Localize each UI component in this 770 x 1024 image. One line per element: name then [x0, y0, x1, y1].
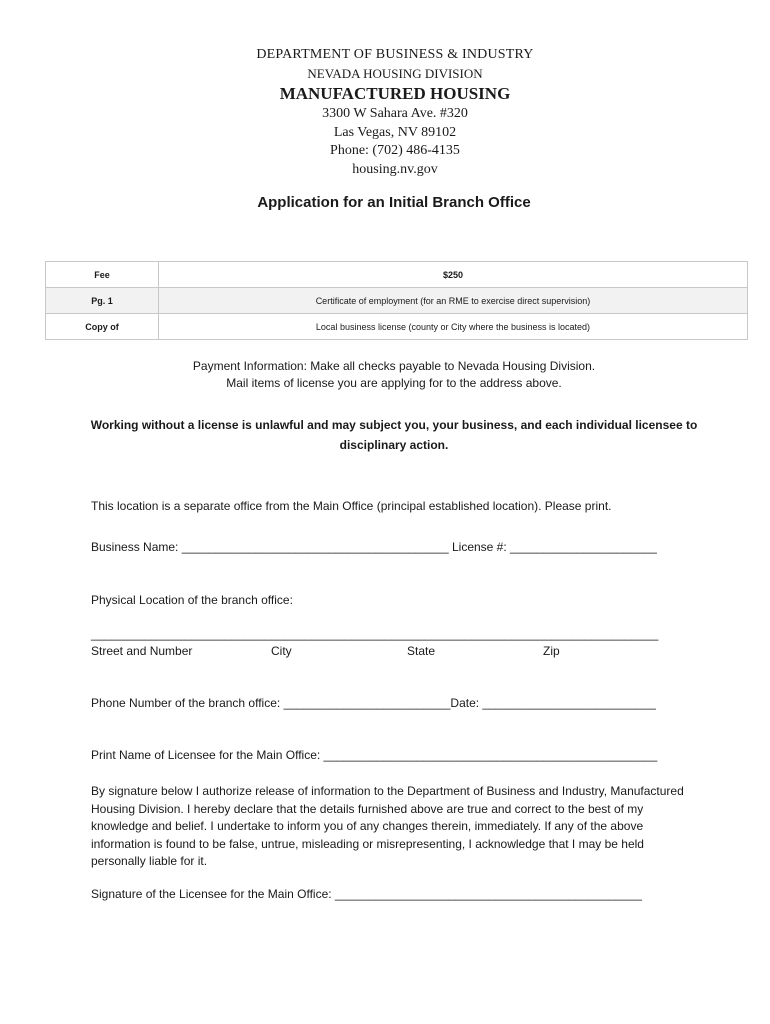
address-line-1: 3300 W Sahara Ave. #320: [322, 106, 468, 121]
division-name: NEVADA HOUSING DIVISION: [307, 66, 483, 81]
street-label: Street and Number: [91, 644, 193, 658]
fee-amount: $250: [159, 262, 748, 288]
department-name: DEPARTMENT OF BUSINESS & INDUSTRY: [256, 47, 534, 62]
physical-location-label: Physical Location of the branch office:: [91, 593, 293, 607]
fee-table: [45, 261, 748, 340]
letterhead: [0, 45, 770, 179]
city-label: City: [271, 644, 292, 658]
license-warning: [0, 415, 770, 455]
business-license-requirement: Local business license (county or City where the business is located): [159, 314, 748, 340]
warning-line-1: Working without a license is unlawful and may subject you, your business, and each individual licensee to: [90, 418, 698, 432]
payment-info-line-1: Payment Information: Make all checks payable to Nevada Housing Division.: [192, 359, 596, 373]
form-title: Application for an Initial Branch Office: [257, 194, 531, 211]
payment-info-line-2: Mail items of license you are applying for to the address above.: [226, 376, 562, 390]
fee-label: Fee: [46, 262, 159, 288]
table-row: [46, 314, 748, 340]
physical-location-field[interactable]: _____________________________________________________________________________________: [91, 627, 659, 641]
zip-label: Zip: [543, 644, 560, 658]
address-line-2: Las Vegas, NV 89102: [333, 124, 457, 140]
authorization-statement: By signature below I authorize release of information to the Department of Business and Industry, Manufactured Housing Division. I hereby declare that the details furnished above are true and correct to the best of my knowledge and belief. I undertake to inform you of any changes therein, immediately. If any of the above information is found to be false, untrue, misleading or misrepresenting, I acknowledge that I may be held personally liable for it.: [91, 784, 684, 868]
print-name-field[interactable]: Print Name of Licensee for the Main Office: __________________________________________________: [91, 748, 658, 762]
business-name-license-field[interactable]: Business Name: ________________________________________ License #: ______________________: [91, 540, 657, 554]
website: housing.nv.gov: [352, 161, 438, 177]
warning-line-2: disciplinary action.: [339, 438, 449, 452]
table-row: [46, 288, 748, 314]
certificate-requirement: Certificate of employment (for an RME to exercise direct supervision): [159, 288, 748, 314]
copy-of-label: Copy of: [46, 314, 159, 340]
page-label: Pg. 1: [46, 288, 159, 314]
program-name: MANUFACTURED HOUSING: [279, 84, 511, 103]
phone-date-field[interactable]: Phone Number of the branch office: _________________________Date: __________________________: [91, 696, 656, 710]
phone-number: Phone: (702) 486-4135: [330, 143, 460, 158]
state-label: State: [407, 644, 436, 658]
signature-field[interactable]: Signature of the Licensee for the Main Office: ______________________________________________: [91, 887, 642, 901]
location-note: This location is a separate office from the Main Office (principal established location). Please print.: [91, 499, 612, 513]
table-row: [46, 262, 748, 288]
